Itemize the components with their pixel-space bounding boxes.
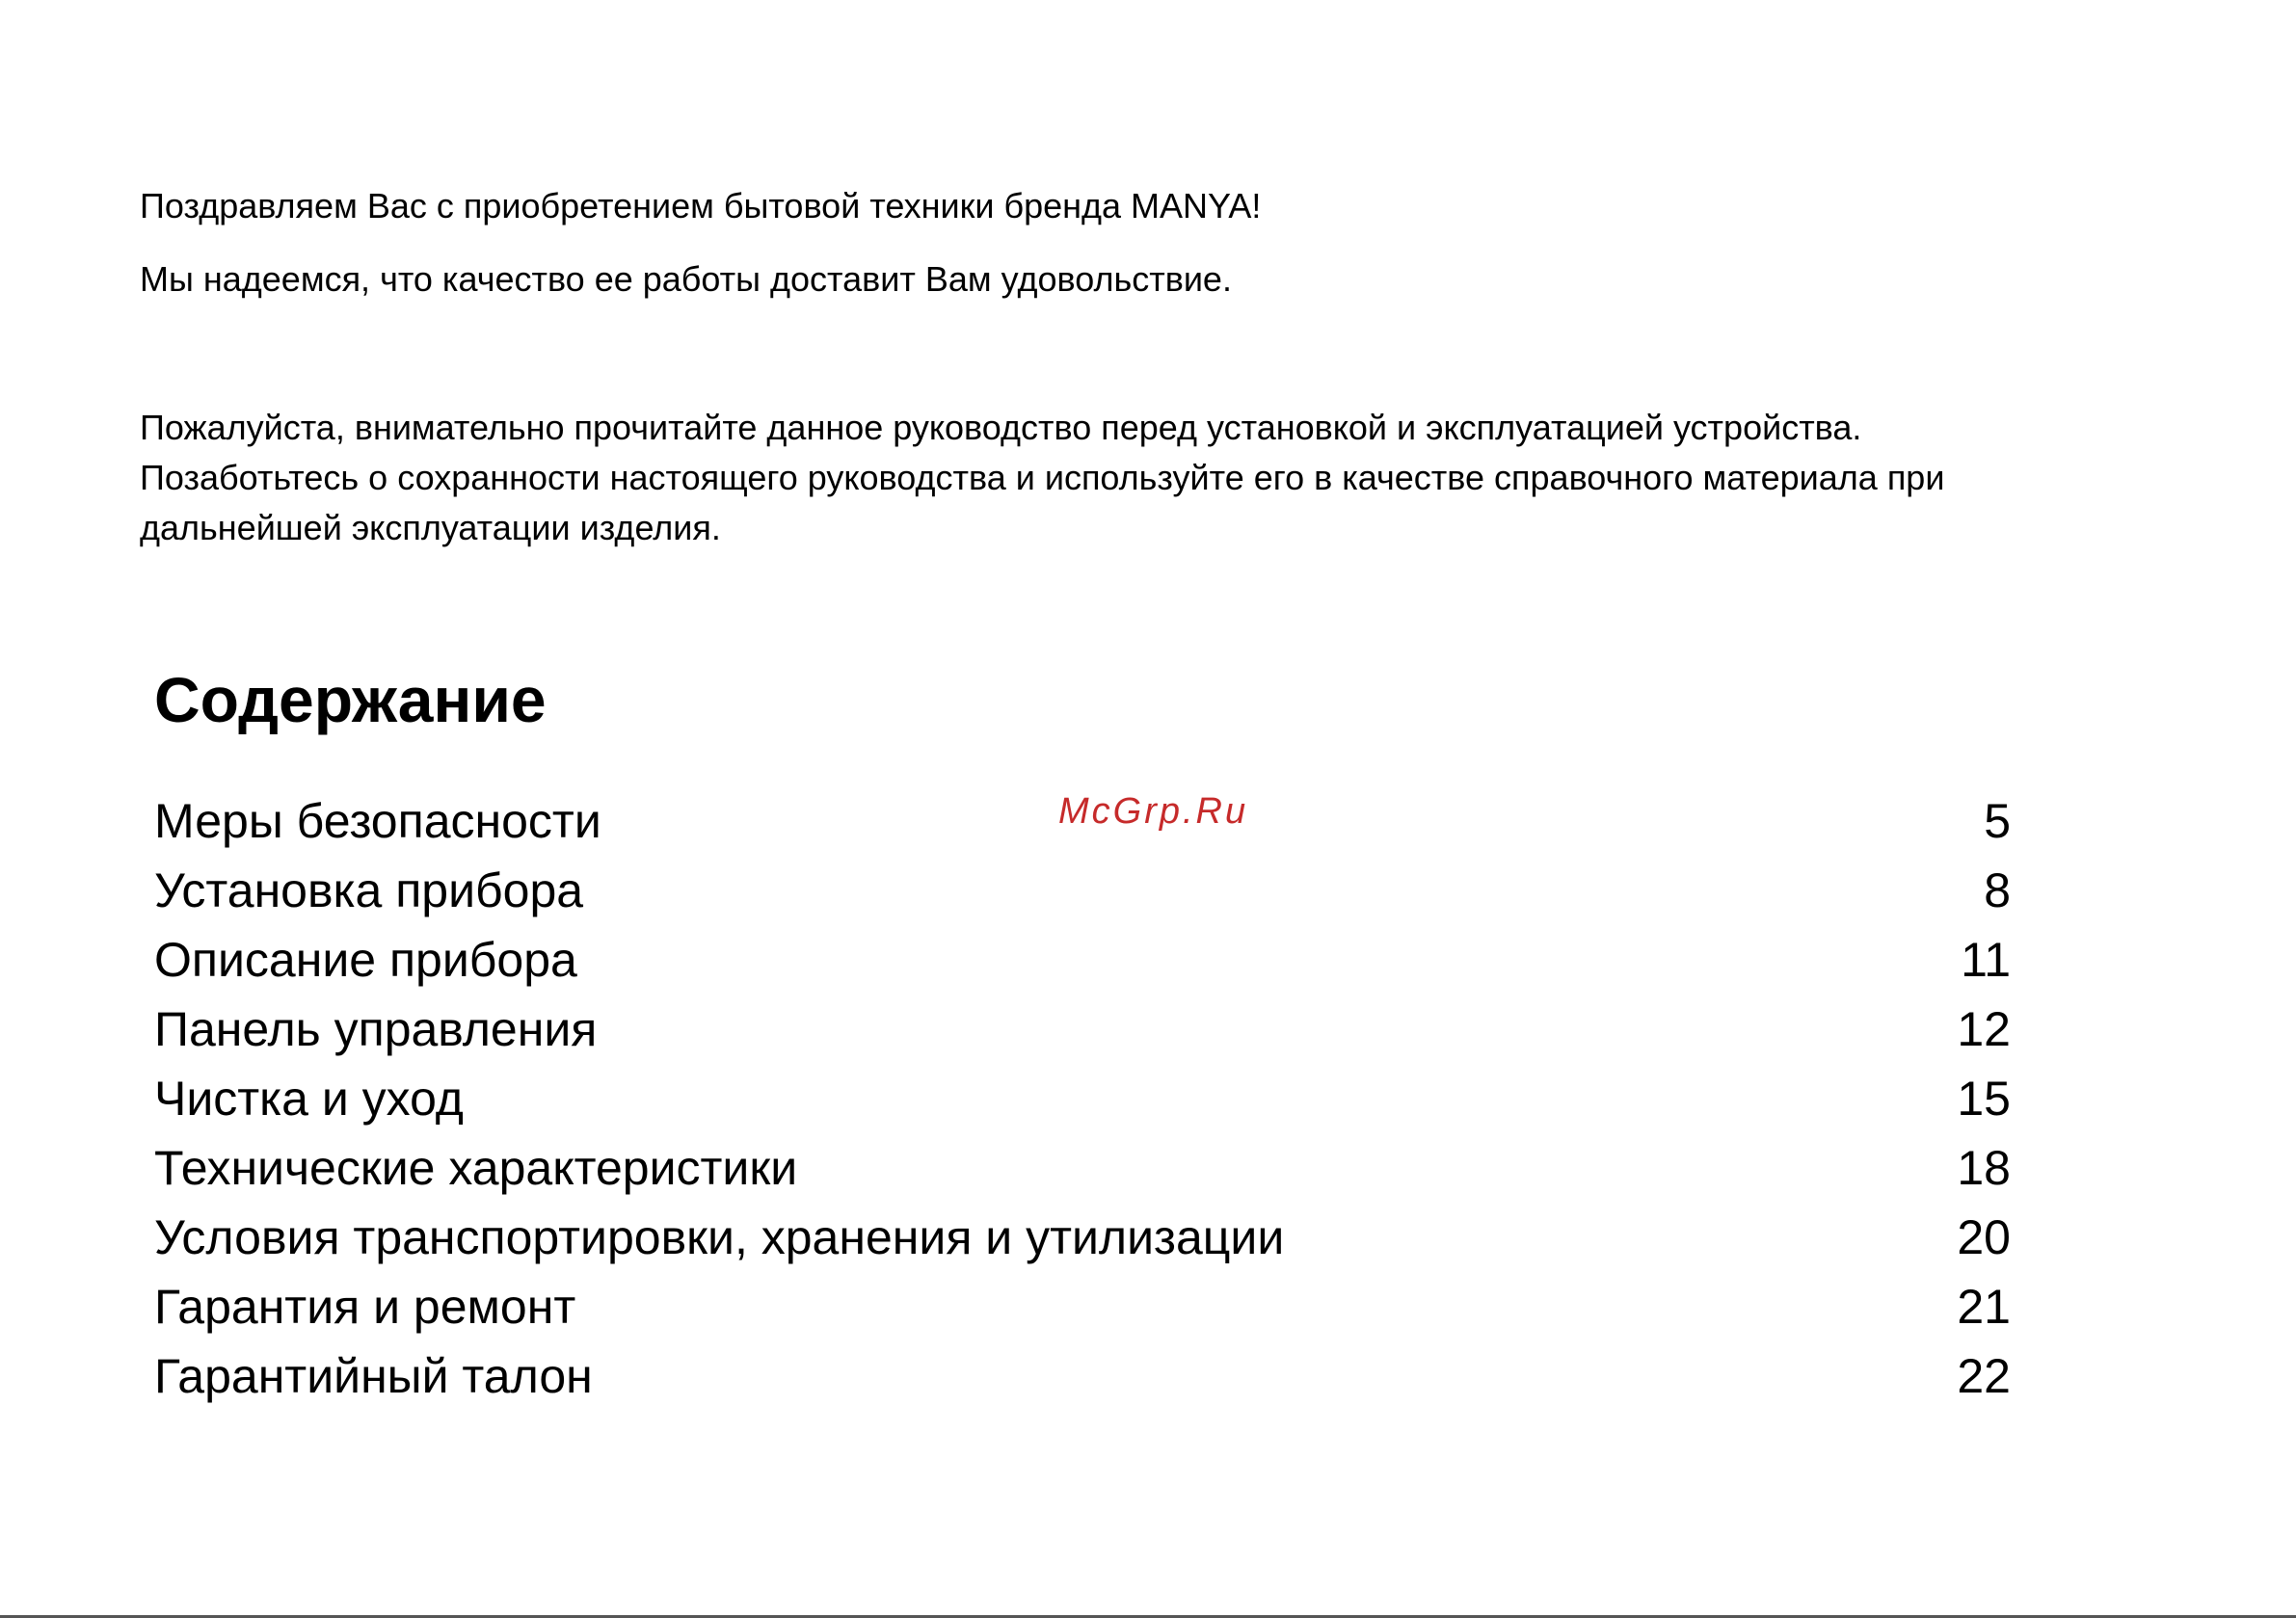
toc-item-control-panel[interactable] <box>154 995 2011 1064</box>
toc-item-label: Гарантийный талон <box>154 1349 593 1403</box>
toc-item-page: 22 <box>1957 1349 2011 1403</box>
watermark-logo: McGrp.Ru <box>1058 791 1249 832</box>
toc-item-cleaning[interactable] <box>154 1064 2011 1133</box>
intro-instruction-line-1: Пожалуйста, внимательно прочитайте данное руководство перед установкой и эксплуатацией устройства. <box>140 408 1862 447</box>
toc-item-page: 5 <box>1984 794 2011 848</box>
toc-item-page: 15 <box>1957 1072 2011 1126</box>
intro-wish: Мы надеемся, что качество ее работы доставит Вам удовольствие. <box>140 259 1232 299</box>
toc-item-label: Описание прибора <box>154 933 577 987</box>
toc-item-warranty-card[interactable] <box>154 1341 2011 1411</box>
toc-item-page: 20 <box>1957 1210 2011 1264</box>
table-of-contents <box>154 786 2011 1411</box>
toc-item-warranty-repair[interactable] <box>154 1272 2011 1341</box>
toc-item-page: 11 <box>1961 933 2011 987</box>
toc-item-label: Панель управления <box>154 1002 598 1056</box>
intro-instruction-line-3: дальнейшей эксплуатации изделия. <box>140 508 721 547</box>
toc-title: Содержание <box>154 664 547 735</box>
toc-item-label: Меры безопасности <box>154 794 601 848</box>
toc-item-label: Гарантия и ремонт <box>154 1280 576 1334</box>
toc-item-label: Технические характеристики <box>154 1141 798 1195</box>
toc-item-label: Чистка и уход <box>154 1072 464 1126</box>
toc-item-specifications[interactable] <box>154 1133 2011 1203</box>
toc-item-transport-storage[interactable] <box>154 1203 2011 1272</box>
intro-greeting: Поздравляем Вас с приобретением бытовой техники бренда MANYA! <box>140 186 1262 225</box>
toc-item-page: 18 <box>1957 1141 2011 1195</box>
toc-item-installation[interactable] <box>154 856 2011 925</box>
toc-item-label: Установка прибора <box>154 863 584 917</box>
toc-item-description[interactable] <box>154 925 2011 995</box>
toc-item-page: 12 <box>1957 1002 2011 1056</box>
toc-item-label: Условия транспортировки, хранения и утилизации <box>154 1210 1285 1264</box>
toc-item-page: 8 <box>1984 863 2011 917</box>
intro-instruction-line-2: Позаботьтесь о сохранности настоящего руководства и используйте его в качестве справочного материала при <box>140 458 1945 497</box>
toc-item-page: 21 <box>1957 1280 2011 1334</box>
